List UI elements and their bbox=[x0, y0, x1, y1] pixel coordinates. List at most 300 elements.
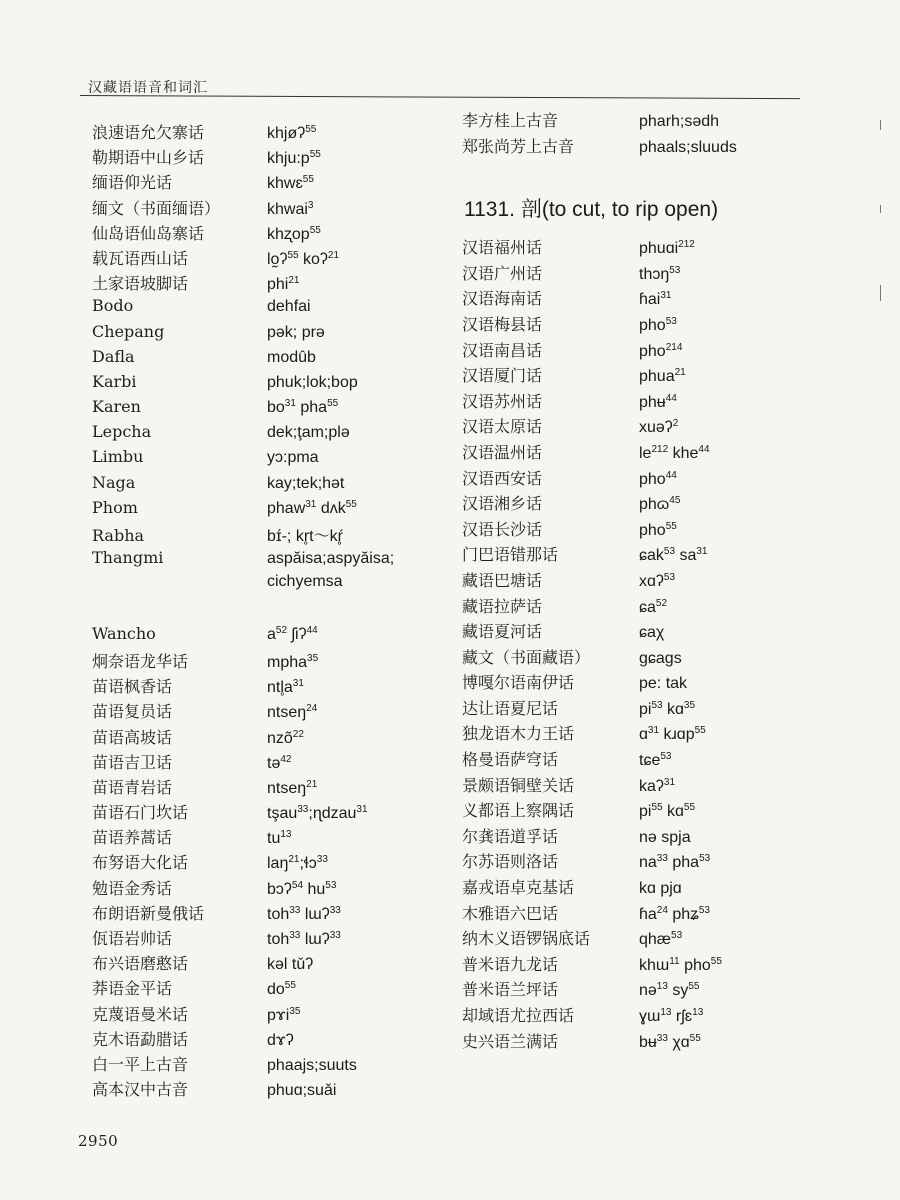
word-form bbox=[267, 626, 318, 644]
language-label: 汉语湘乡话 bbox=[462, 494, 543, 514]
word-form bbox=[267, 1007, 300, 1025]
language-label: 郑张尚芳上古音 bbox=[462, 136, 575, 156]
form-text: phi bbox=[267, 276, 289, 294]
form-text: dek;ţam;plə bbox=[267, 424, 350, 442]
tone-number: 53 bbox=[663, 546, 676, 558]
tone-number: 55 bbox=[683, 802, 696, 814]
language-label: 苗语吉卫话 bbox=[92, 752, 173, 772]
form-text: phua bbox=[639, 368, 675, 386]
language-label: 缅语仰光话 bbox=[92, 173, 173, 193]
language-label: 尔龚语道孚话 bbox=[462, 826, 559, 846]
form-text: ʃiʔ bbox=[287, 625, 307, 643]
lexicon-row bbox=[92, 473, 452, 498]
tone-number: 11 bbox=[669, 955, 680, 967]
lexicon-row bbox=[92, 221, 452, 246]
word-form bbox=[267, 550, 394, 568]
word-form bbox=[267, 573, 343, 591]
tone-number: 54 bbox=[291, 879, 304, 891]
tone-number: 21 bbox=[327, 249, 340, 261]
form-text: ɕa bbox=[639, 598, 656, 616]
tone-number: 24 bbox=[656, 904, 668, 916]
language-label: 白一平上古音 bbox=[92, 1054, 189, 1074]
lexicon-row bbox=[92, 573, 452, 598]
lexicon-row bbox=[462, 721, 822, 747]
word-form bbox=[267, 424, 350, 442]
form-text: pho bbox=[639, 342, 666, 360]
tone-number: 52 bbox=[275, 624, 288, 636]
tone-number: 33 bbox=[289, 904, 301, 916]
language-label: 佤语岩帅话 bbox=[92, 929, 173, 948]
form-text: phaals;sluuds bbox=[639, 138, 737, 156]
word-form bbox=[267, 1032, 294, 1050]
word-form bbox=[267, 449, 319, 467]
form-text: lɯʔ bbox=[300, 905, 330, 923]
lexicon-row bbox=[92, 775, 452, 800]
word-form bbox=[639, 854, 710, 872]
form-text: ɕak bbox=[639, 547, 664, 565]
lexicon-row bbox=[92, 825, 452, 850]
form-text: le bbox=[639, 444, 652, 462]
language-label: 藏文（书面藏语） bbox=[462, 647, 591, 667]
form-text: toh bbox=[267, 931, 290, 948]
language-label: 汉语南昌话 bbox=[462, 340, 543, 360]
language-label: 普米语九龙话 bbox=[462, 954, 559, 974]
page-number: 2950 bbox=[78, 1132, 119, 1150]
form-text: ɑ bbox=[639, 726, 648, 744]
word-form bbox=[639, 240, 695, 258]
tone-number: 55 bbox=[689, 1032, 701, 1044]
form-text: ntseŋ bbox=[267, 704, 307, 722]
language-label: 嘉戎语卓克基话 bbox=[462, 878, 575, 898]
tone-number: 13 bbox=[656, 981, 668, 993]
language-label: 苗语青岩话 bbox=[92, 777, 173, 797]
tone-number: 35 bbox=[683, 699, 696, 711]
form-text: pho bbox=[639, 521, 666, 539]
tone-number: 53 bbox=[325, 879, 337, 891]
form-text: nə spja bbox=[639, 828, 691, 846]
lexicon-row bbox=[92, 523, 452, 548]
form-text: nə bbox=[639, 982, 657, 1000]
language-label: 史兴语兰满话 bbox=[462, 1031, 559, 1051]
language-label: 莽语金平话 bbox=[92, 979, 173, 999]
word-form bbox=[639, 573, 675, 591]
language-label: 汉语苏州话 bbox=[462, 391, 543, 411]
form-text: gɕags bbox=[639, 649, 682, 667]
language-label: Chepang bbox=[92, 321, 165, 341]
tone-number: 33 bbox=[329, 930, 341, 941]
word-form bbox=[267, 276, 299, 294]
language-label: 藏语夏河话 bbox=[462, 622, 543, 642]
lexicon-row bbox=[462, 568, 822, 594]
word-form bbox=[639, 829, 691, 847]
lexicon-row bbox=[92, 120, 452, 145]
tone-number: 55 bbox=[345, 498, 357, 510]
word-form bbox=[639, 803, 695, 821]
form-text: pho bbox=[639, 316, 666, 334]
header-rule bbox=[80, 95, 800, 99]
language-label: 木雅语六巴话 bbox=[462, 903, 559, 923]
left-column bbox=[92, 120, 452, 1102]
form-text: phaajs;suuts bbox=[267, 1056, 357, 1074]
language-label: 汉语西安话 bbox=[462, 468, 543, 488]
word-form bbox=[639, 726, 706, 744]
lexicon-row bbox=[462, 134, 822, 160]
tone-number: 33 bbox=[289, 930, 301, 941]
tone-number: 21 bbox=[674, 367, 686, 379]
word-form bbox=[267, 1082, 336, 1100]
tone-number: 33 bbox=[316, 854, 328, 866]
lexicon-row bbox=[462, 312, 822, 338]
language-label: 苗语枫香话 bbox=[92, 677, 173, 697]
tone-number: 55 bbox=[284, 980, 296, 992]
word-form bbox=[267, 475, 344, 493]
language-label: 汉语海南话 bbox=[462, 289, 543, 309]
lexicon-row bbox=[92, 750, 452, 775]
tone-number: 53 bbox=[671, 930, 683, 942]
language-label: 汉语福州话 bbox=[462, 238, 543, 258]
form-text: ɣɯ bbox=[639, 1008, 661, 1025]
running-header: 汉藏语语音和词汇 bbox=[88, 80, 208, 96]
tone-number: 55 bbox=[327, 398, 339, 410]
form-text: xuəʔ bbox=[639, 419, 673, 437]
tone-number: 53 bbox=[665, 315, 677, 327]
form-text: ɦa bbox=[639, 905, 657, 923]
language-label: Naga bbox=[92, 472, 136, 492]
lexicon-row bbox=[92, 850, 452, 875]
tone-number: 31 bbox=[284, 398, 296, 410]
word-form bbox=[639, 547, 708, 565]
tone-number: 33 bbox=[656, 1032, 668, 1044]
form-text: tu bbox=[267, 830, 281, 848]
lexicon-row bbox=[462, 619, 822, 645]
tone-number: 35 bbox=[289, 1005, 301, 1017]
form-text: bɪ́-; kr̥t～kŕ̥ bbox=[267, 528, 343, 545]
lexicon-row bbox=[462, 517, 822, 543]
lexicon-row bbox=[92, 498, 452, 523]
word-form bbox=[267, 730, 304, 748]
lexicon-row bbox=[462, 261, 822, 287]
form-text: khɯ bbox=[639, 956, 670, 974]
word-form bbox=[267, 201, 313, 219]
language-label: 勉语金秀话 bbox=[92, 878, 173, 898]
right-column bbox=[462, 108, 822, 1054]
form-text: pho bbox=[639, 470, 666, 488]
language-label: 汉语广州话 bbox=[462, 263, 543, 283]
form-text: khʐop bbox=[267, 225, 310, 243]
tone-number: 13 bbox=[660, 1007, 672, 1018]
form-text: pha bbox=[295, 399, 328, 417]
word-form bbox=[267, 956, 313, 974]
language-label: 尔苏语则洛话 bbox=[462, 852, 559, 872]
form-text: tɕe bbox=[639, 752, 661, 770]
form-text: phuɑ;suǎi bbox=[267, 1082, 337, 1100]
form-text: phuk;lok;bop bbox=[267, 373, 358, 391]
form-text: laŋ bbox=[267, 855, 289, 873]
word-form bbox=[267, 881, 336, 899]
lexicon-row bbox=[92, 624, 452, 649]
form-text: pɤi bbox=[267, 1006, 290, 1024]
form-text: kay;tek;hət bbox=[267, 474, 345, 492]
word-form bbox=[267, 349, 316, 367]
lexicon-row bbox=[92, 397, 452, 422]
tone-number: 13 bbox=[280, 829, 292, 841]
lexicon-row bbox=[92, 674, 452, 699]
lexicon-row bbox=[462, 491, 822, 517]
language-label: Bodo bbox=[92, 296, 134, 316]
word-form bbox=[639, 419, 678, 437]
lexicon-row bbox=[92, 548, 452, 573]
form-text: kɹɑp bbox=[659, 726, 695, 744]
lexicon-row bbox=[462, 466, 822, 492]
tone-number: 55 bbox=[710, 955, 722, 967]
language-label: Limbu bbox=[92, 447, 144, 467]
language-label: 载瓦语西山话 bbox=[92, 248, 189, 268]
word-form bbox=[639, 599, 667, 617]
word-form bbox=[267, 324, 325, 342]
language-label: 克蔑语曼米话 bbox=[92, 1004, 189, 1024]
lexicon-row bbox=[462, 926, 822, 952]
language-label: 门巴语错那话 bbox=[462, 545, 559, 565]
form-text: pharh;sədh bbox=[639, 113, 720, 130]
form-text: ;ɬɔ bbox=[299, 855, 317, 873]
word-form bbox=[639, 368, 686, 386]
form-text: toh bbox=[267, 905, 290, 923]
lexicon-row bbox=[462, 286, 822, 312]
lexicon-row bbox=[92, 196, 452, 221]
lexicon-row bbox=[92, 901, 452, 926]
blank-line bbox=[92, 599, 452, 624]
language-label: 缅文（书面缅语） bbox=[92, 198, 221, 218]
word-form bbox=[639, 1034, 701, 1052]
form-text: kəl tǔʔ bbox=[267, 956, 314, 974]
tone-number: 31 bbox=[292, 678, 304, 690]
tone-number: 44 bbox=[665, 469, 677, 481]
lexicon-row bbox=[462, 542, 822, 568]
word-form bbox=[639, 113, 719, 131]
word-form bbox=[639, 291, 671, 309]
lexicon-row bbox=[462, 824, 822, 850]
language-label: 藏语巴塘话 bbox=[462, 570, 543, 590]
form-text: pi bbox=[639, 803, 652, 821]
form-text: khjøʔ bbox=[267, 125, 306, 142]
tone-number: 53 bbox=[699, 853, 711, 865]
tone-number: 35 bbox=[307, 652, 319, 664]
lexicon-row bbox=[462, 952, 822, 978]
language-label: 布朗语新曼俄话 bbox=[92, 903, 205, 923]
form-text: lo̰ʔ bbox=[267, 250, 288, 268]
word-form bbox=[639, 317, 677, 335]
language-label: Karbi bbox=[92, 371, 137, 391]
form-text: a bbox=[267, 625, 276, 643]
form-text: bɔʔ bbox=[267, 880, 292, 898]
word-form bbox=[639, 906, 710, 924]
word-form bbox=[267, 523, 343, 546]
tone-number: 21 bbox=[288, 854, 300, 866]
form-text: nzõ bbox=[267, 729, 293, 747]
word-form bbox=[639, 778, 675, 796]
lexicon-row bbox=[462, 773, 822, 799]
language-label: 汉语太原话 bbox=[462, 417, 543, 437]
lexicon-row bbox=[92, 347, 452, 372]
lexicon-row bbox=[92, 1002, 452, 1027]
language-label: 布兴语磨憨话 bbox=[92, 954, 189, 974]
form-text: dʌk bbox=[316, 499, 346, 517]
tone-number: 214 bbox=[665, 341, 683, 353]
lexicon-row bbox=[462, 338, 822, 364]
word-form bbox=[639, 394, 677, 412]
lexicon-row bbox=[462, 1003, 822, 1029]
language-label: 独龙语木力王话 bbox=[462, 724, 575, 744]
lexicon-row bbox=[462, 414, 822, 440]
lexicon-row bbox=[462, 977, 822, 1003]
form-text: khwai bbox=[267, 200, 308, 218]
form-text: ɦai bbox=[639, 291, 661, 309]
language-label: 汉语厦门话 bbox=[462, 366, 543, 386]
word-form bbox=[267, 251, 339, 269]
language-label: 李方桂上古音 bbox=[462, 111, 559, 130]
language-label: Thangmi bbox=[92, 548, 164, 568]
lexicon-row bbox=[92, 170, 452, 195]
language-label: 却域语尤拉西话 bbox=[462, 1006, 575, 1025]
language-label: 勒期语中山乡话 bbox=[92, 148, 205, 168]
tone-number: 55 bbox=[651, 802, 663, 814]
word-form bbox=[267, 906, 341, 924]
word-form bbox=[639, 880, 682, 898]
word-form bbox=[639, 522, 677, 540]
tone-number: 53 bbox=[651, 699, 663, 711]
form-text: pək; prə bbox=[267, 323, 325, 341]
lexicon-row bbox=[462, 798, 822, 824]
tone-number: 55 bbox=[302, 174, 314, 186]
form-text: cichyemsa bbox=[267, 573, 343, 591]
form-text: mpha bbox=[267, 653, 308, 671]
lexicon-row bbox=[92, 447, 452, 472]
language-label: 苗语养蒿话 bbox=[92, 828, 173, 848]
language-label: 布努语大化话 bbox=[92, 853, 189, 873]
language-label: 景颇语铜壁关话 bbox=[462, 775, 575, 795]
word-form bbox=[267, 981, 296, 999]
form-text: modûb bbox=[267, 348, 316, 366]
form-text: pi bbox=[639, 700, 652, 718]
entry-heading: 1131. 剖(to cut, to rip open) bbox=[464, 198, 719, 222]
language-label: Wancho bbox=[92, 623, 156, 643]
language-label: Phom bbox=[92, 497, 138, 517]
word-form bbox=[267, 704, 317, 722]
word-form bbox=[639, 266, 680, 284]
tone-number: 212 bbox=[678, 239, 695, 251]
word-form bbox=[267, 226, 321, 244]
lexicon-row bbox=[462, 645, 822, 671]
lexicon-row bbox=[92, 951, 452, 976]
tone-number: 2 bbox=[672, 418, 679, 430]
form-text: phʉ bbox=[639, 393, 666, 411]
form-text: χɑ bbox=[667, 1033, 690, 1051]
lexicon-row bbox=[462, 875, 822, 901]
lexicon-row bbox=[462, 747, 822, 773]
language-label: Lepcha bbox=[92, 422, 152, 442]
form-text: kɑ bbox=[662, 803, 684, 821]
lexicon-row bbox=[462, 1029, 822, 1055]
language-label: 克木语勐腊话 bbox=[92, 1029, 189, 1049]
word-form bbox=[267, 175, 314, 193]
form-text: xɑʔ bbox=[639, 572, 664, 590]
word-form bbox=[267, 855, 328, 873]
language-label: Dafla bbox=[92, 346, 135, 366]
tone-number: 21 bbox=[288, 275, 300, 287]
lexicon-row bbox=[462, 389, 822, 415]
language-label: 苗语石门坎话 bbox=[92, 803, 189, 823]
form-text: sy bbox=[667, 982, 689, 1000]
lexicon-row bbox=[462, 440, 822, 466]
form-text: kɑ bbox=[662, 700, 684, 718]
word-form bbox=[639, 675, 687, 693]
scan-edge-mark bbox=[880, 120, 881, 130]
word-form bbox=[267, 298, 311, 316]
lexicon-row bbox=[92, 649, 452, 674]
form-text: dehfai bbox=[267, 298, 311, 316]
tone-number: 44 bbox=[306, 624, 318, 636]
word-form bbox=[639, 624, 664, 642]
word-form bbox=[639, 445, 710, 463]
tone-number: 33 bbox=[297, 804, 309, 816]
form-text: sa bbox=[675, 547, 697, 565]
tone-number: 3 bbox=[307, 199, 314, 211]
lexicon-row bbox=[92, 926, 452, 951]
lexicon-row bbox=[462, 363, 822, 389]
form-text: tə bbox=[267, 754, 281, 772]
language-label: 仙岛语仙岛寨话 bbox=[92, 223, 205, 243]
language-label: 浪速语允欠寨话 bbox=[92, 123, 205, 142]
form-text: kɑ pjɑ bbox=[639, 880, 682, 898]
language-label: 苗语高坡话 bbox=[92, 727, 173, 747]
lexicon-row bbox=[92, 976, 452, 1001]
form-text: koʔ bbox=[298, 250, 328, 268]
lexicon-row bbox=[92, 699, 452, 724]
language-label: 高本汉中古音 bbox=[92, 1080, 189, 1100]
form-text: ;ɳdzau bbox=[308, 805, 357, 823]
form-text: khwɛ bbox=[267, 175, 303, 193]
word-form bbox=[639, 982, 700, 1000]
form-text: tşau bbox=[267, 805, 298, 823]
form-text: pe: tak bbox=[639, 675, 688, 693]
lexicon-row bbox=[462, 594, 822, 620]
tone-number: 24 bbox=[306, 703, 318, 715]
lexicon-row bbox=[462, 108, 822, 134]
tone-number: 44 bbox=[665, 392, 677, 404]
lexicon-row bbox=[462, 696, 822, 722]
lexicon-row bbox=[462, 670, 822, 696]
form-text: hu bbox=[303, 880, 326, 898]
word-form bbox=[267, 805, 368, 823]
language-label: 藏语拉萨话 bbox=[462, 596, 543, 616]
language-label: 汉语长沙话 bbox=[462, 519, 543, 539]
form-text: do bbox=[267, 981, 285, 999]
tone-number: 53 bbox=[698, 904, 710, 916]
tone-number: 55 bbox=[309, 224, 321, 236]
tone-number: 52 bbox=[655, 597, 668, 609]
word-form bbox=[267, 374, 358, 392]
form-text: thɔŋ bbox=[639, 265, 670, 283]
tone-number: 33 bbox=[329, 904, 341, 916]
word-form bbox=[639, 650, 682, 668]
tone-number: 53 bbox=[669, 264, 681, 276]
form-text: lɯʔ bbox=[300, 931, 330, 948]
tone-number: 33 bbox=[656, 853, 668, 865]
tone-number: 31 bbox=[305, 498, 317, 510]
scan-edge-mark bbox=[880, 285, 881, 301]
lexicon-row bbox=[462, 849, 822, 875]
word-form bbox=[639, 1008, 703, 1026]
